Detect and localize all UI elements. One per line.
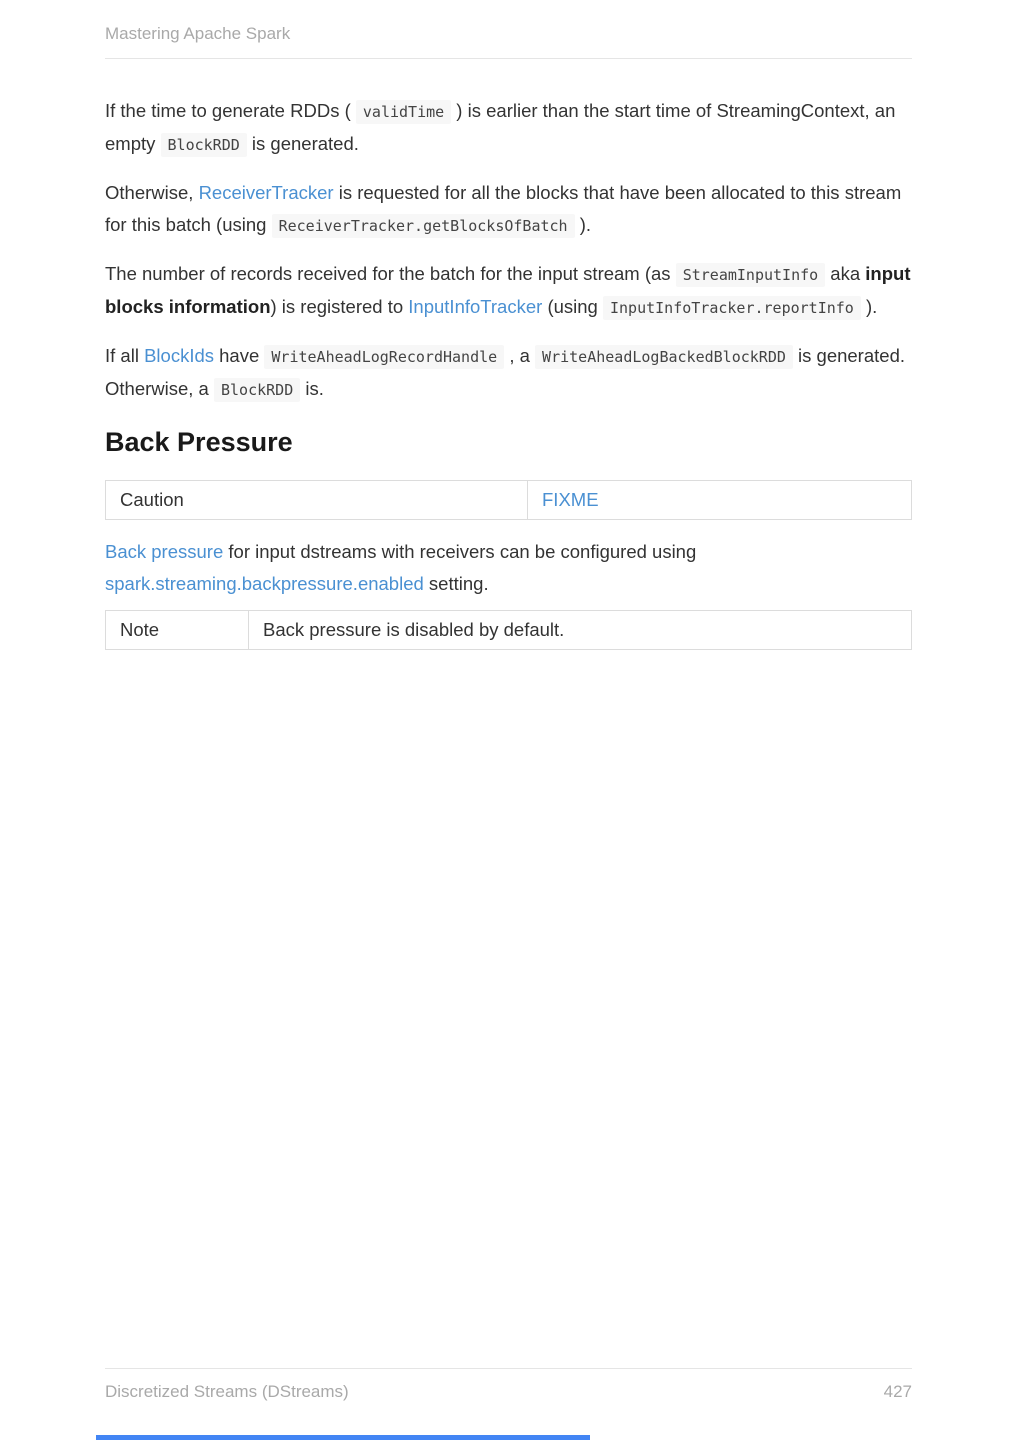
inputinfotracker-link[interactable]: InputInfoTracker bbox=[408, 296, 543, 317]
back-pressure-link[interactable]: Back pressure bbox=[105, 541, 224, 562]
table-row bbox=[106, 481, 912, 520]
inline-code-streaminputinfo: StreamInputInfo bbox=[676, 263, 825, 287]
page-footer bbox=[105, 1368, 912, 1402]
note-label-cell: Note bbox=[106, 611, 249, 650]
text-run: is generated. Otherwise, a bbox=[105, 345, 905, 399]
caution-value-cell bbox=[528, 481, 912, 520]
text-run: If all bbox=[105, 345, 145, 366]
table-row bbox=[106, 611, 912, 650]
inline-code-getblocksofbatch: ReceiverTracker.getBlocksOfBatch bbox=[272, 214, 575, 238]
text-run: for input dstreams with receivers can be configured using bbox=[223, 541, 697, 562]
text-run: is generated. bbox=[246, 133, 359, 154]
text-run: , a bbox=[504, 345, 536, 366]
fixme-link[interactable]: FIXME bbox=[542, 489, 599, 510]
paragraph-blockids bbox=[105, 340, 912, 406]
footer-page-number: 427 bbox=[883, 1382, 912, 1401]
text-run: is. bbox=[300, 378, 324, 399]
footer-chapter-title: Discretized Streams (DStreams) bbox=[105, 1382, 349, 1401]
document-page bbox=[0, 0, 1019, 650]
text-run: ). bbox=[574, 214, 592, 235]
text-run: ) is earlier than the start time of StreamingContext, an empty bbox=[105, 100, 896, 154]
inline-code-reportinfo: InputInfoTracker.reportInfo bbox=[603, 296, 861, 320]
book-title: Mastering Apache Spark bbox=[105, 0, 912, 59]
page-content bbox=[105, 95, 912, 650]
paragraph-valid-time bbox=[105, 95, 912, 161]
bottom-blue-bar bbox=[96, 1435, 590, 1440]
text-run: ) is registered to bbox=[270, 296, 409, 317]
text-run: The number of records received for the batch for the input stream (as bbox=[105, 263, 676, 284]
text-run: ). bbox=[860, 296, 878, 317]
section-heading-back-pressure: Back Pressure bbox=[105, 427, 293, 457]
note-value-cell: Back pressure is disabled by default. bbox=[249, 611, 912, 650]
inline-code-validtime: validTime bbox=[356, 100, 451, 124]
text-run: is requested for all the blocks that have been allocated to this stream for this batch (using bbox=[105, 182, 902, 235]
text-run: Otherwise, bbox=[105, 182, 199, 203]
caution-table bbox=[105, 480, 912, 520]
caution-label-cell: Caution bbox=[106, 481, 528, 520]
bold-input-blocks-information: input blocks information bbox=[105, 263, 911, 317]
paragraph-back-pressure-config bbox=[105, 536, 912, 600]
inline-code-walrecordhandle: WriteAheadLogRecordHandle bbox=[264, 345, 504, 369]
backpressure-enabled-link[interactable]: spark.streaming.backpressure.enabled bbox=[105, 573, 424, 594]
paragraph-receivertracker bbox=[105, 177, 912, 242]
blockids-link[interactable]: BlockIds bbox=[144, 345, 214, 366]
inline-code-blockrdd-2: BlockRDD bbox=[214, 378, 300, 402]
note-table bbox=[105, 610, 912, 650]
text-run: If the time to generate RDDs ( bbox=[105, 100, 356, 121]
inline-code-blockrdd: BlockRDD bbox=[161, 133, 247, 157]
paragraph-input-info bbox=[105, 258, 912, 324]
text-run: (using bbox=[542, 296, 603, 317]
text-run: setting. bbox=[423, 573, 489, 594]
receivertracker-link[interactable]: ReceiverTracker bbox=[198, 182, 334, 203]
inline-code-walbackedblockrdd: WriteAheadLogBackedBlockRDD bbox=[535, 345, 793, 369]
text-run: have bbox=[214, 345, 265, 366]
text-run: aka bbox=[825, 263, 866, 284]
